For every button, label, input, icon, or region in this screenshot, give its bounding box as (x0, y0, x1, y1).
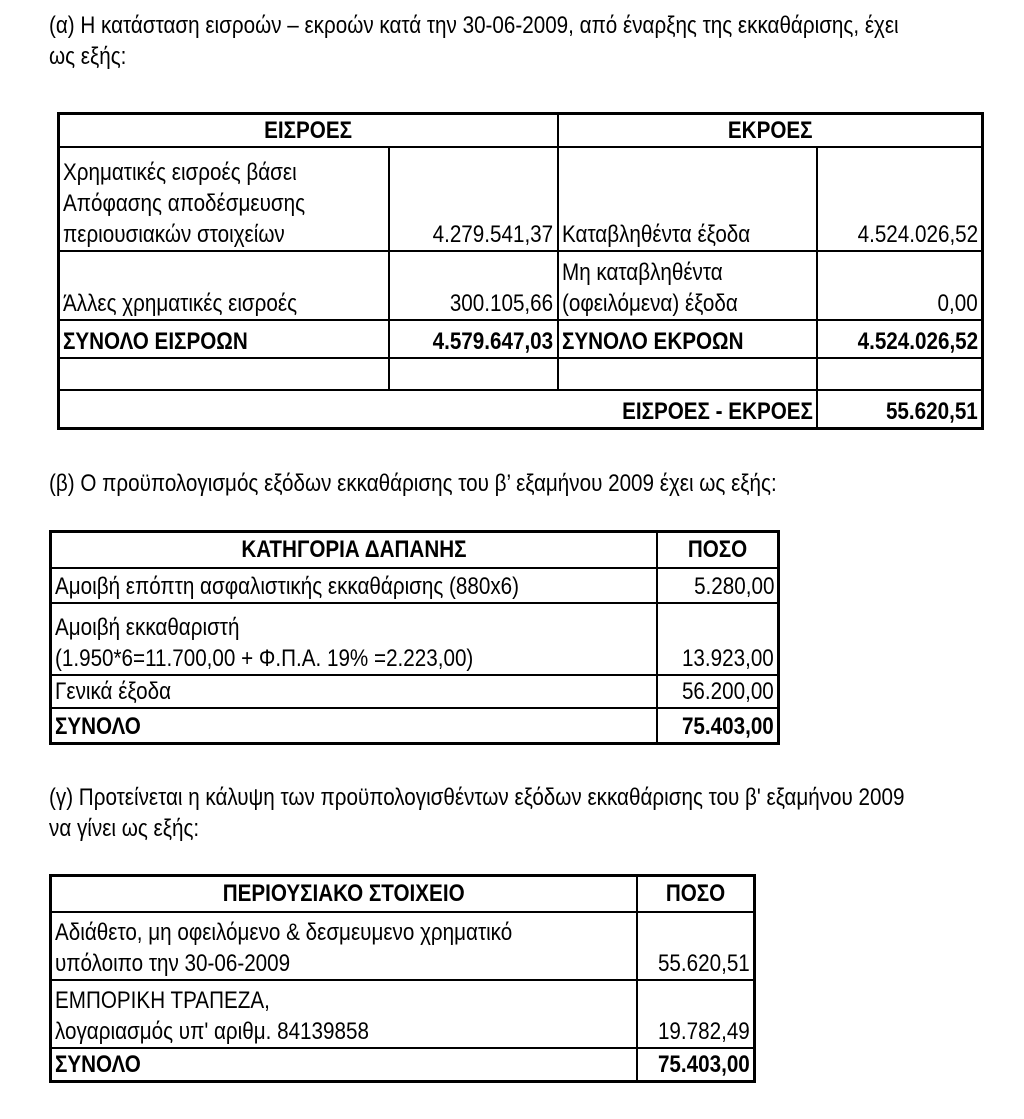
table-row (51, 980, 755, 1048)
budget-table (49, 530, 780, 745)
category-header: ΚΑΤΗΓΟΡΙΑ ΔΑΠΑΝΗΣ (51, 532, 657, 568)
outflow-label: Μη καταβληθέντα (οφειλόμενα) έξοδα (558, 251, 817, 320)
total-value: 75.403,00 (637, 1048, 755, 1082)
section-a-intro-line1: (α) Η κατάσταση εισροών – εκροών κατά την 30-06-2009, από έναρξης της εκκαθάρισης, έχει (49, 12, 899, 39)
totals-row (51, 708, 779, 744)
expense-value: 56.200,00 (657, 675, 779, 708)
outflow-value: 4.524.026,52 (817, 147, 983, 251)
net-label: ΕΙΣΡΟΕΣ - ΕΚΡΟΕΣ (59, 390, 817, 428)
total-label: ΣΥΝΟΛΟ (51, 1048, 637, 1082)
empty-row (59, 358, 983, 390)
total-inflows-value: 4.579.647,03 (389, 320, 558, 358)
total-inflows-label: ΣΥΝΟΛΟ ΕΙΣΡΟΩΝ (59, 320, 389, 358)
expense-label: Αμοιβή επόπτη ασφαλιστικής εκκαθάρισης (880x6) (51, 568, 657, 603)
totals-row (51, 1048, 755, 1082)
coverage-table (49, 874, 756, 1083)
expense-label: Γενικά έξοδα (51, 675, 657, 708)
asset-label: ΕΜΠΟΡΙΚΗ ΤΡΑΠΕΖΑ, λογαριασμός υπ' αριθμ. 84139858 (51, 980, 637, 1048)
net-row (59, 390, 983, 428)
outflows-header: ΕΚΡΟΕΣ (558, 114, 983, 148)
inflow-label: Άλλες χρηματικές εισροές (59, 251, 389, 320)
inflow-value: 300.105,66 (389, 251, 558, 320)
totals-row (59, 320, 983, 358)
section-c-intro-line2: να γίνει ως εξής: (49, 815, 200, 842)
empty-cell (389, 358, 558, 390)
section-c-intro (49, 782, 904, 844)
expense-label: Αμοιβή εκκαθαριστή (1.950*6=11.700,00 + Φ.Π.Α. 19% =2.223,00) (51, 603, 657, 675)
table-row (51, 912, 755, 980)
outflow-value: 0,00 (817, 251, 983, 320)
section-b-intro: (β) Ο προϋπολογισμός εξόδων εκκαθάρισης του β’ εξαμήνου 2009 έχει ως εξής: (49, 470, 777, 497)
inflow-label: Χρηματικές εισροές βάσει Απόφασης αποδέσμευσης περιουσιακών στοιχείων (59, 147, 389, 251)
outflow-label: Καταβληθέντα έξοδα (558, 147, 817, 251)
asset-value: 19.782,49 (637, 980, 755, 1048)
asset-header: ΠΕΡΙΟΥΣΙΑΚΟ ΣΤΟΙΧΕΙΟ (51, 876, 637, 912)
inflows-header: ΕΙΣΡΟΕΣ (59, 114, 558, 148)
amount-header: ΠΟΣΟ (657, 532, 779, 568)
section-a-intro (49, 10, 899, 72)
total-label: ΣΥΝΟΛΟ (51, 708, 657, 744)
expense-value: 5.280,00 (657, 568, 779, 603)
empty-cell (558, 358, 817, 390)
table-row (59, 251, 983, 320)
inflows-outflows-table (57, 112, 984, 430)
total-outflows-label: ΣΥΝΟΛΟ ΕΚΡΟΩΝ (558, 320, 817, 358)
total-value: 75.403,00 (657, 708, 779, 744)
asset-label: Αδιάθετο, μη οφειλόμενο & δεσμευμενο χρηματικό υπόλοιπο την 30-06-2009 (51, 912, 637, 980)
expense-value: 13.923,00 (657, 603, 779, 675)
empty-cell (59, 358, 389, 390)
net-value: 55.620,51 (817, 390, 983, 428)
asset-value: 55.620,51 (637, 912, 755, 980)
section-a-intro-line2: ως εξής: (49, 43, 127, 70)
table-row (51, 675, 779, 708)
section-c-intro-line1: (γ) Προτείνεται η κάλυψη των προϋπολογισθέντων εξόδων εκκαθάρισης του β' εξαμήνου 2009 (49, 784, 905, 811)
table-row (51, 603, 779, 675)
total-outflows-value: 4.524.026,52 (817, 320, 983, 358)
empty-cell (817, 358, 983, 390)
table-row (59, 147, 983, 251)
table-row (51, 568, 779, 603)
inflow-value: 4.279.541,37 (389, 147, 558, 251)
amount-header: ΠΟΣΟ (637, 876, 755, 912)
